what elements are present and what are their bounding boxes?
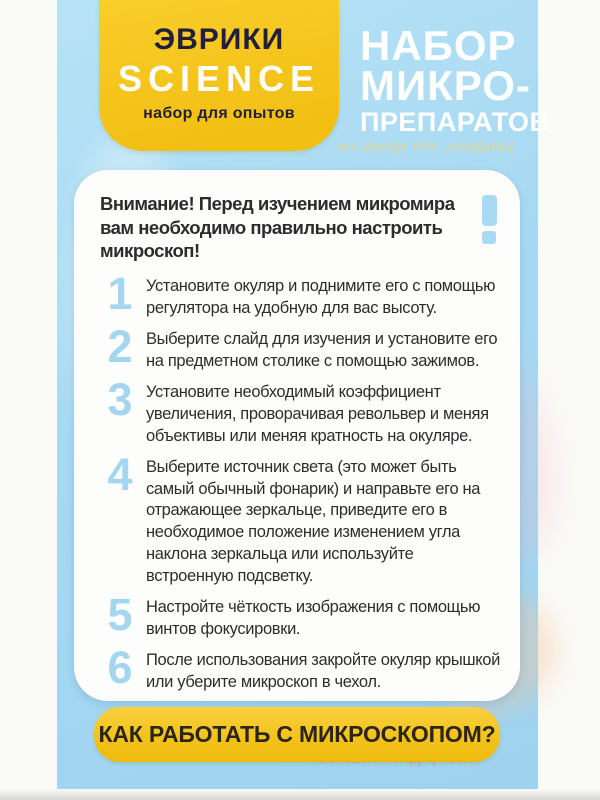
instructions-card	[74, 170, 520, 701]
exclamation-icon	[482, 195, 498, 244]
brand-science-wordmark: SCIENCE	[117, 58, 321, 99]
step-number: 4	[107, 448, 130, 500]
step-text: Выберите слайд для изучения и установите его на предметном столике с помощью зажимов.	[146, 329, 498, 370]
step-number: 6	[107, 642, 130, 694]
step-item-2	[100, 320, 504, 373]
step-number: 1	[107, 268, 130, 320]
step-number: 2	[107, 320, 130, 372]
step-item-4	[100, 448, 504, 589]
step-item-6	[100, 642, 504, 694]
product-title-line-2: МИКРО-	[360, 62, 531, 109]
warning-text: Внимание! Перед изучением микромира вам необходимо правильно настроить микроскоп!	[100, 193, 455, 262]
step-item-1	[100, 268, 504, 320]
product-title-line-1: НАБОР	[360, 22, 517, 69]
step-text: Настройте чёткость изображения с помощью винтов фокусировки.	[146, 598, 481, 639]
step-number: 3	[107, 373, 130, 425]
step-text: Установите окуляр и поднимите его с помощью регулятора на удобную для вас высоту.	[146, 277, 496, 317]
brand-logo-box	[99, 0, 339, 151]
photo-edge-shadow	[0, 789, 600, 800]
packaging-front-panel	[57, 0, 550, 789]
steps-list	[100, 268, 504, 694]
product-title	[360, 22, 550, 137]
step-text: После использования закройте окуляр крышкой или уберите микроскоп в чехол.	[146, 651, 500, 692]
warning-row	[100, 192, 504, 263]
how-to-banner	[94, 707, 500, 762]
brand-name: ЭВРИКИ	[153, 23, 285, 56]
product-title-line-3: ПРЕПАРАТОВ	[360, 107, 550, 137]
step-text: Выберите источник света (это может быть самый обычный фонарик) и направьте его на отражающее зеркальце, приведите его в необходимое положение изменением угла наклона зеркальца или используйте встроенную подсветку.	[146, 457, 481, 586]
exclamation-icon-dot	[482, 231, 496, 244]
step-number: 5	[107, 589, 130, 641]
step-item-3	[100, 373, 504, 448]
brand-tagline: набор для опытов	[143, 105, 295, 122]
how-to-banner-label: КАК РАБОТАТЬ С МИКРОСКОПОМ?	[98, 721, 496, 747]
exclamation-icon-bar	[482, 195, 497, 226]
showthrough-mirrored-text-top: увидело, что кровь со	[337, 138, 515, 155]
step-text: Установите необходимый коэффициент увеличения, проворачивая револьвер и меняя объективы или меняя кратность на окуляре.	[146, 382, 489, 445]
step-item-5	[100, 589, 504, 641]
